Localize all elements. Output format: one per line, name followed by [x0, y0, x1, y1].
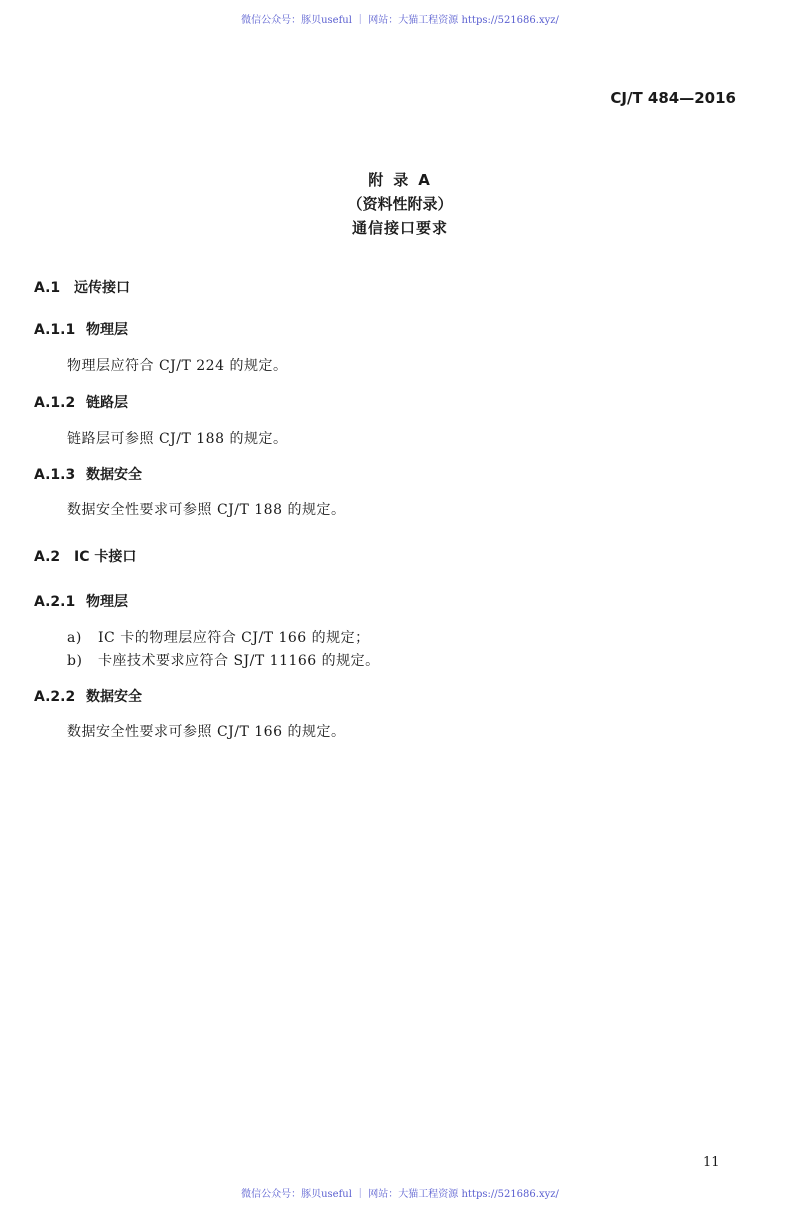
paragraph-a22: 数据安全性要求可参照 CJ/T 166 的规定。	[67, 724, 346, 740]
section-title: 数据安全	[86, 689, 142, 705]
section-number: A.2	[34, 549, 61, 565]
annex-name: 通信接口要求	[351, 219, 448, 237]
list-item	[67, 650, 380, 670]
annex-subtitle: （资料性附录）	[347, 195, 453, 213]
list-text: 卡座技术要求应符合 SJ/T 11166 的规定。	[98, 653, 380, 669]
section-heading-a21	[34, 591, 128, 611]
section-number: A.2.2	[34, 689, 76, 705]
section-number: A.1.3	[34, 467, 76, 483]
section-heading-a12	[34, 392, 128, 412]
section-number: A.1.1	[34, 322, 76, 338]
list-marker: a)	[67, 630, 82, 646]
section-title: 链路层	[86, 395, 128, 411]
paragraph-a12: 链路层可参照 CJ/T 188 的规定。	[67, 431, 288, 447]
standard-code: CJ/T 484—2016	[610, 89, 736, 107]
list-item	[67, 627, 370, 647]
paragraph-a11: 物理层应符合 CJ/T 224 的规定。	[67, 358, 288, 374]
section-title: IC 卡接口	[74, 549, 137, 565]
page-number: 11	[703, 1155, 720, 1170]
section-number: A.1	[34, 280, 61, 296]
section-heading-a13	[34, 464, 142, 484]
section-number: A.2.1	[34, 594, 76, 610]
section-heading-a1	[34, 277, 130, 297]
watermark-top: 微信公众号：豚贝useful ｜ 网站：大猫工程资源 https://521686.xyz/	[241, 15, 559, 26]
section-number: A.1.2	[34, 395, 76, 411]
watermark-bottom: 微信公众号：豚贝useful ｜ 网站：大猫工程资源 https://521686.xyz/	[241, 1189, 559, 1200]
section-heading-a2	[34, 546, 136, 566]
paragraph-a13: 数据安全性要求可参照 CJ/T 188 的规定。	[67, 502, 346, 518]
list-marker: b)	[67, 653, 83, 669]
section-title: 物理层	[86, 322, 128, 338]
section-title: 远传接口	[74, 280, 130, 296]
annex-title: 附录A	[368, 171, 440, 189]
list-text: IC 卡的物理层应符合 CJ/T 166 的规定；	[98, 630, 370, 646]
section-title: 数据安全	[86, 467, 142, 483]
section-heading-a22	[34, 686, 142, 706]
section-heading-a11	[34, 319, 128, 339]
section-title: 物理层	[86, 594, 128, 610]
